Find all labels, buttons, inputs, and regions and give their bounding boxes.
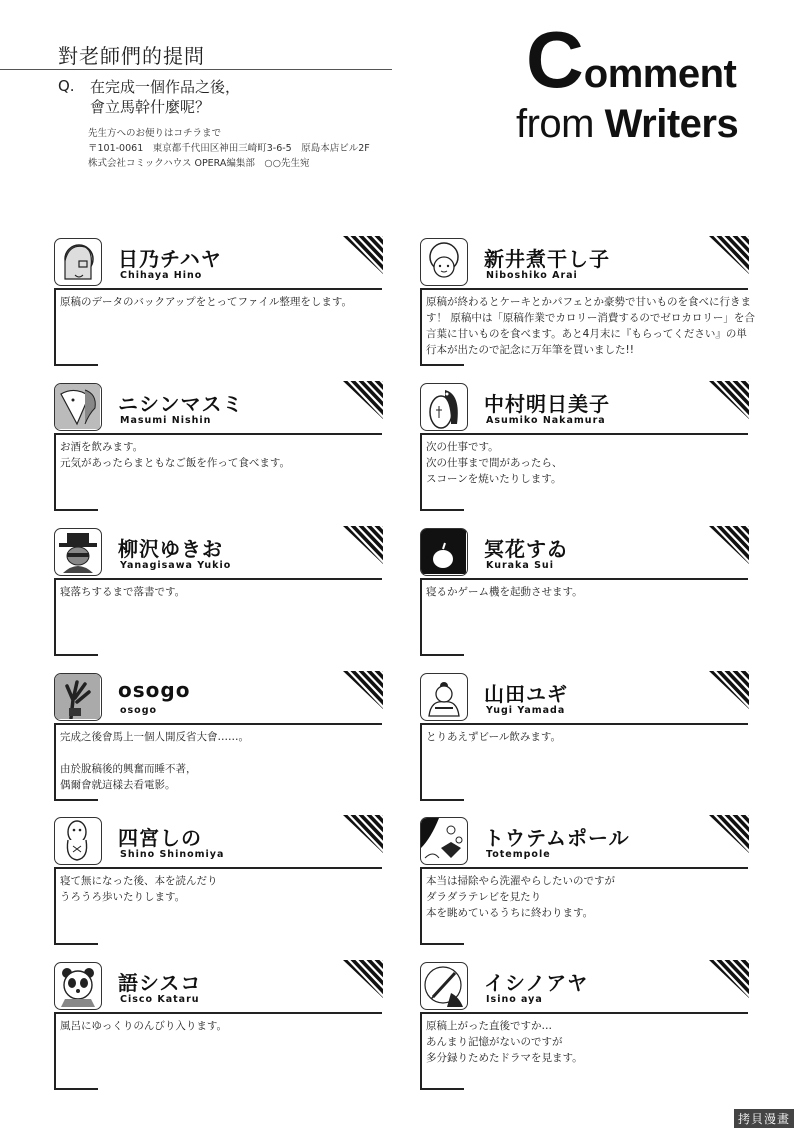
writer-name: 新井煮干し子 bbox=[484, 247, 610, 271]
card-underline bbox=[420, 578, 748, 580]
card-left-rule bbox=[54, 867, 56, 944]
card-left-rule bbox=[420, 723, 422, 800]
brand-line-1 bbox=[526, 15, 737, 104]
writer-card bbox=[420, 383, 750, 508]
brand-c: C bbox=[526, 15, 584, 104]
writer-romaji: Isino aya bbox=[486, 994, 543, 1005]
card-bottom-rule bbox=[420, 1088, 464, 1090]
writer-comment: 次の仕事です。 次の仕事まで間があったら、 スコーンを焼いたりします。 bbox=[426, 441, 563, 485]
writer-card bbox=[420, 962, 750, 1087]
writer-name: 柳沢ゆきお bbox=[118, 537, 223, 561]
card-underline bbox=[54, 1012, 382, 1014]
card-left-rule bbox=[54, 433, 56, 510]
writer-romaji: Chihaya Hino bbox=[120, 270, 203, 281]
dripping-apple-avatar-icon bbox=[420, 528, 468, 576]
writer-comment: 風呂にゆっくりのんびり入ります。 bbox=[60, 1020, 228, 1032]
writer-name: トウテムポール bbox=[484, 826, 630, 850]
card-left-rule bbox=[420, 578, 422, 655]
writer-comment: 寝落ちするまで落書です。 bbox=[60, 586, 186, 598]
card-underline bbox=[54, 723, 382, 725]
stripe-corner-decoration bbox=[343, 236, 383, 274]
card-underline bbox=[420, 433, 748, 435]
card-bottom-rule bbox=[420, 364, 464, 366]
card-bottom-rule bbox=[420, 654, 464, 656]
writer-name: 中村明日美子 bbox=[484, 392, 610, 416]
writer-comment: 原稿が終わるとケーキとかパフェとか豪勢で甘いものを食べに行きます！ 原稿中は「原稿作業でカロリー消費するのでゼロカロリー」を合言葉に甘いものを食べます。あと4月末に『もらってください』の単行本が出たので記念に万年筆を買いました!! bbox=[426, 296, 755, 356]
writer-name: 冥花すゐ bbox=[484, 537, 568, 561]
pen-avatar-icon bbox=[420, 962, 468, 1010]
card-left-rule bbox=[54, 578, 56, 655]
card-bottom-rule bbox=[420, 799, 464, 801]
writer-name: 四宮しの bbox=[118, 826, 202, 850]
writer-romaji: osogo bbox=[120, 705, 158, 716]
glasses-girl-avatar-icon bbox=[54, 238, 102, 286]
stripe-corner-decoration bbox=[709, 960, 749, 998]
hat-man-avatar-icon bbox=[54, 528, 102, 576]
card-left-rule bbox=[54, 288, 56, 365]
writer-comment: 原稿上がった直後ですか… あんまり記憶がないのですが 多分録りためたドラマを見ます。 bbox=[426, 1020, 583, 1064]
brand-omment: omment bbox=[583, 52, 737, 96]
writer-comment: 本当は掃除やら洗濯やらしたいのですが ダラダラテレビを見たり 本を眺めているうちに終わります。 bbox=[426, 875, 615, 919]
panda-avatar-icon bbox=[54, 962, 102, 1010]
card-left-rule bbox=[54, 723, 56, 800]
writer-name: 山田ユギ bbox=[484, 682, 568, 706]
brand-line-2 bbox=[516, 104, 738, 144]
writer-comment: とりあえずビール飲みます。 bbox=[426, 731, 562, 743]
card-underline bbox=[54, 578, 382, 580]
writer-card bbox=[54, 528, 384, 653]
card-underline bbox=[420, 1012, 748, 1014]
writer-romaji: Shino Shinomiya bbox=[120, 849, 225, 860]
card-bottom-rule bbox=[420, 509, 464, 511]
card-bottom-rule bbox=[54, 943, 98, 945]
writer-romaji: Cisco Kataru bbox=[120, 994, 200, 1005]
stripe-corner-decoration bbox=[709, 381, 749, 419]
penguin-avatar-icon bbox=[420, 383, 468, 431]
writer-comment: 原稿のデータのバックアップをとってファイル整理をします。 bbox=[60, 296, 353, 308]
header-rule bbox=[0, 69, 392, 70]
card-bottom-rule bbox=[54, 799, 98, 801]
ghost-figure-avatar-icon bbox=[54, 817, 102, 865]
stripe-corner-decoration bbox=[709, 236, 749, 274]
writer-card bbox=[54, 673, 384, 798]
card-underline bbox=[420, 723, 748, 725]
writer-name: osogo bbox=[118, 678, 191, 702]
writer-romaji: Masumi Nishin bbox=[120, 415, 212, 426]
watermark: 拷貝漫畫 bbox=[734, 1109, 794, 1128]
stripe-corner-decoration bbox=[343, 960, 383, 998]
writer-comment: 寝るかゲーム機を起動させます。 bbox=[426, 586, 583, 598]
writer-name: 語シスコ bbox=[118, 971, 202, 995]
question-text: 在完成一個作品之後， 會立馬幹什麼呢？ bbox=[90, 78, 241, 116]
writer-card bbox=[420, 673, 750, 798]
stripe-corner-decoration bbox=[343, 671, 383, 709]
writer-romaji: Asumiko Nakamura bbox=[486, 415, 606, 426]
writer-card bbox=[420, 528, 750, 653]
stripe-corner-decoration bbox=[709, 526, 749, 564]
header-title: 對老師們的提問 bbox=[58, 44, 205, 68]
flowers-avatar-icon bbox=[420, 817, 468, 865]
question-label: Q. bbox=[58, 77, 75, 95]
card-bottom-rule bbox=[54, 364, 98, 366]
card-left-rule bbox=[420, 867, 422, 944]
stripe-corner-decoration bbox=[709, 671, 749, 709]
card-bottom-rule bbox=[54, 509, 98, 511]
fish-bird-avatar-icon bbox=[54, 383, 102, 431]
card-left-rule bbox=[420, 1012, 422, 1089]
writer-comment: お酒を飲みます。 元気があったらまともなご飯を作って食べます。 bbox=[60, 441, 291, 469]
card-bottom-rule bbox=[54, 654, 98, 656]
card-underline bbox=[54, 867, 382, 869]
card-underline bbox=[54, 433, 382, 435]
card-bottom-rule bbox=[54, 1088, 98, 1090]
card-bottom-rule bbox=[420, 943, 464, 945]
writer-romaji: Yugi Yamada bbox=[486, 705, 566, 716]
stripe-corner-decoration bbox=[709, 815, 749, 853]
writer-name: イシノアヤ bbox=[484, 971, 589, 995]
card-underline bbox=[420, 867, 748, 869]
writer-romaji: Niboshiko Arai bbox=[486, 270, 578, 281]
writer-comment: 寝て無になった後、本を読んだり うろうろ歩いたりします。 bbox=[60, 875, 218, 903]
sumo-avatar-icon bbox=[420, 673, 468, 721]
writer-card bbox=[420, 238, 755, 363]
writer-card bbox=[54, 238, 384, 363]
writer-comment: 完成之後會馬上一個人開反省大會……。 由於脫稿後的興奮而睡不著， 偶爾會就這樣去看電影。 bbox=[60, 731, 249, 791]
card-underline bbox=[420, 288, 748, 290]
stripe-corner-decoration bbox=[343, 381, 383, 419]
card-underline bbox=[54, 288, 382, 290]
writer-romaji: Totempole bbox=[486, 849, 551, 860]
card-left-rule bbox=[420, 433, 422, 510]
mailing-address: 先生方へのお便りはコチラまで 〒101-0061 東京都千代田区神田三崎町3-6-5 原島本店ビル2F 株式会社コミックハウス OPERA編集部 ○○先生宛 bbox=[88, 128, 370, 169]
card-left-rule bbox=[54, 1012, 56, 1089]
stripe-corner-decoration bbox=[343, 526, 383, 564]
brand-from: from bbox=[516, 102, 605, 146]
card-left-rule bbox=[420, 288, 422, 365]
hand-avatar-icon bbox=[54, 673, 102, 721]
writer-card bbox=[420, 817, 750, 942]
writer-card bbox=[54, 383, 384, 508]
writer-romaji: Yanagisawa Yukio bbox=[120, 560, 232, 571]
writer-name: 日乃チハヤ bbox=[118, 247, 222, 271]
writer-card bbox=[54, 817, 384, 942]
writer-name: ニシンマスミ bbox=[118, 392, 244, 416]
writer-romaji: Kuraka Sui bbox=[486, 560, 554, 571]
stripe-corner-decoration bbox=[343, 815, 383, 853]
writer-card bbox=[54, 962, 384, 1087]
brand-writers: Writers bbox=[604, 102, 739, 146]
afro-face-avatar-icon bbox=[420, 238, 468, 286]
